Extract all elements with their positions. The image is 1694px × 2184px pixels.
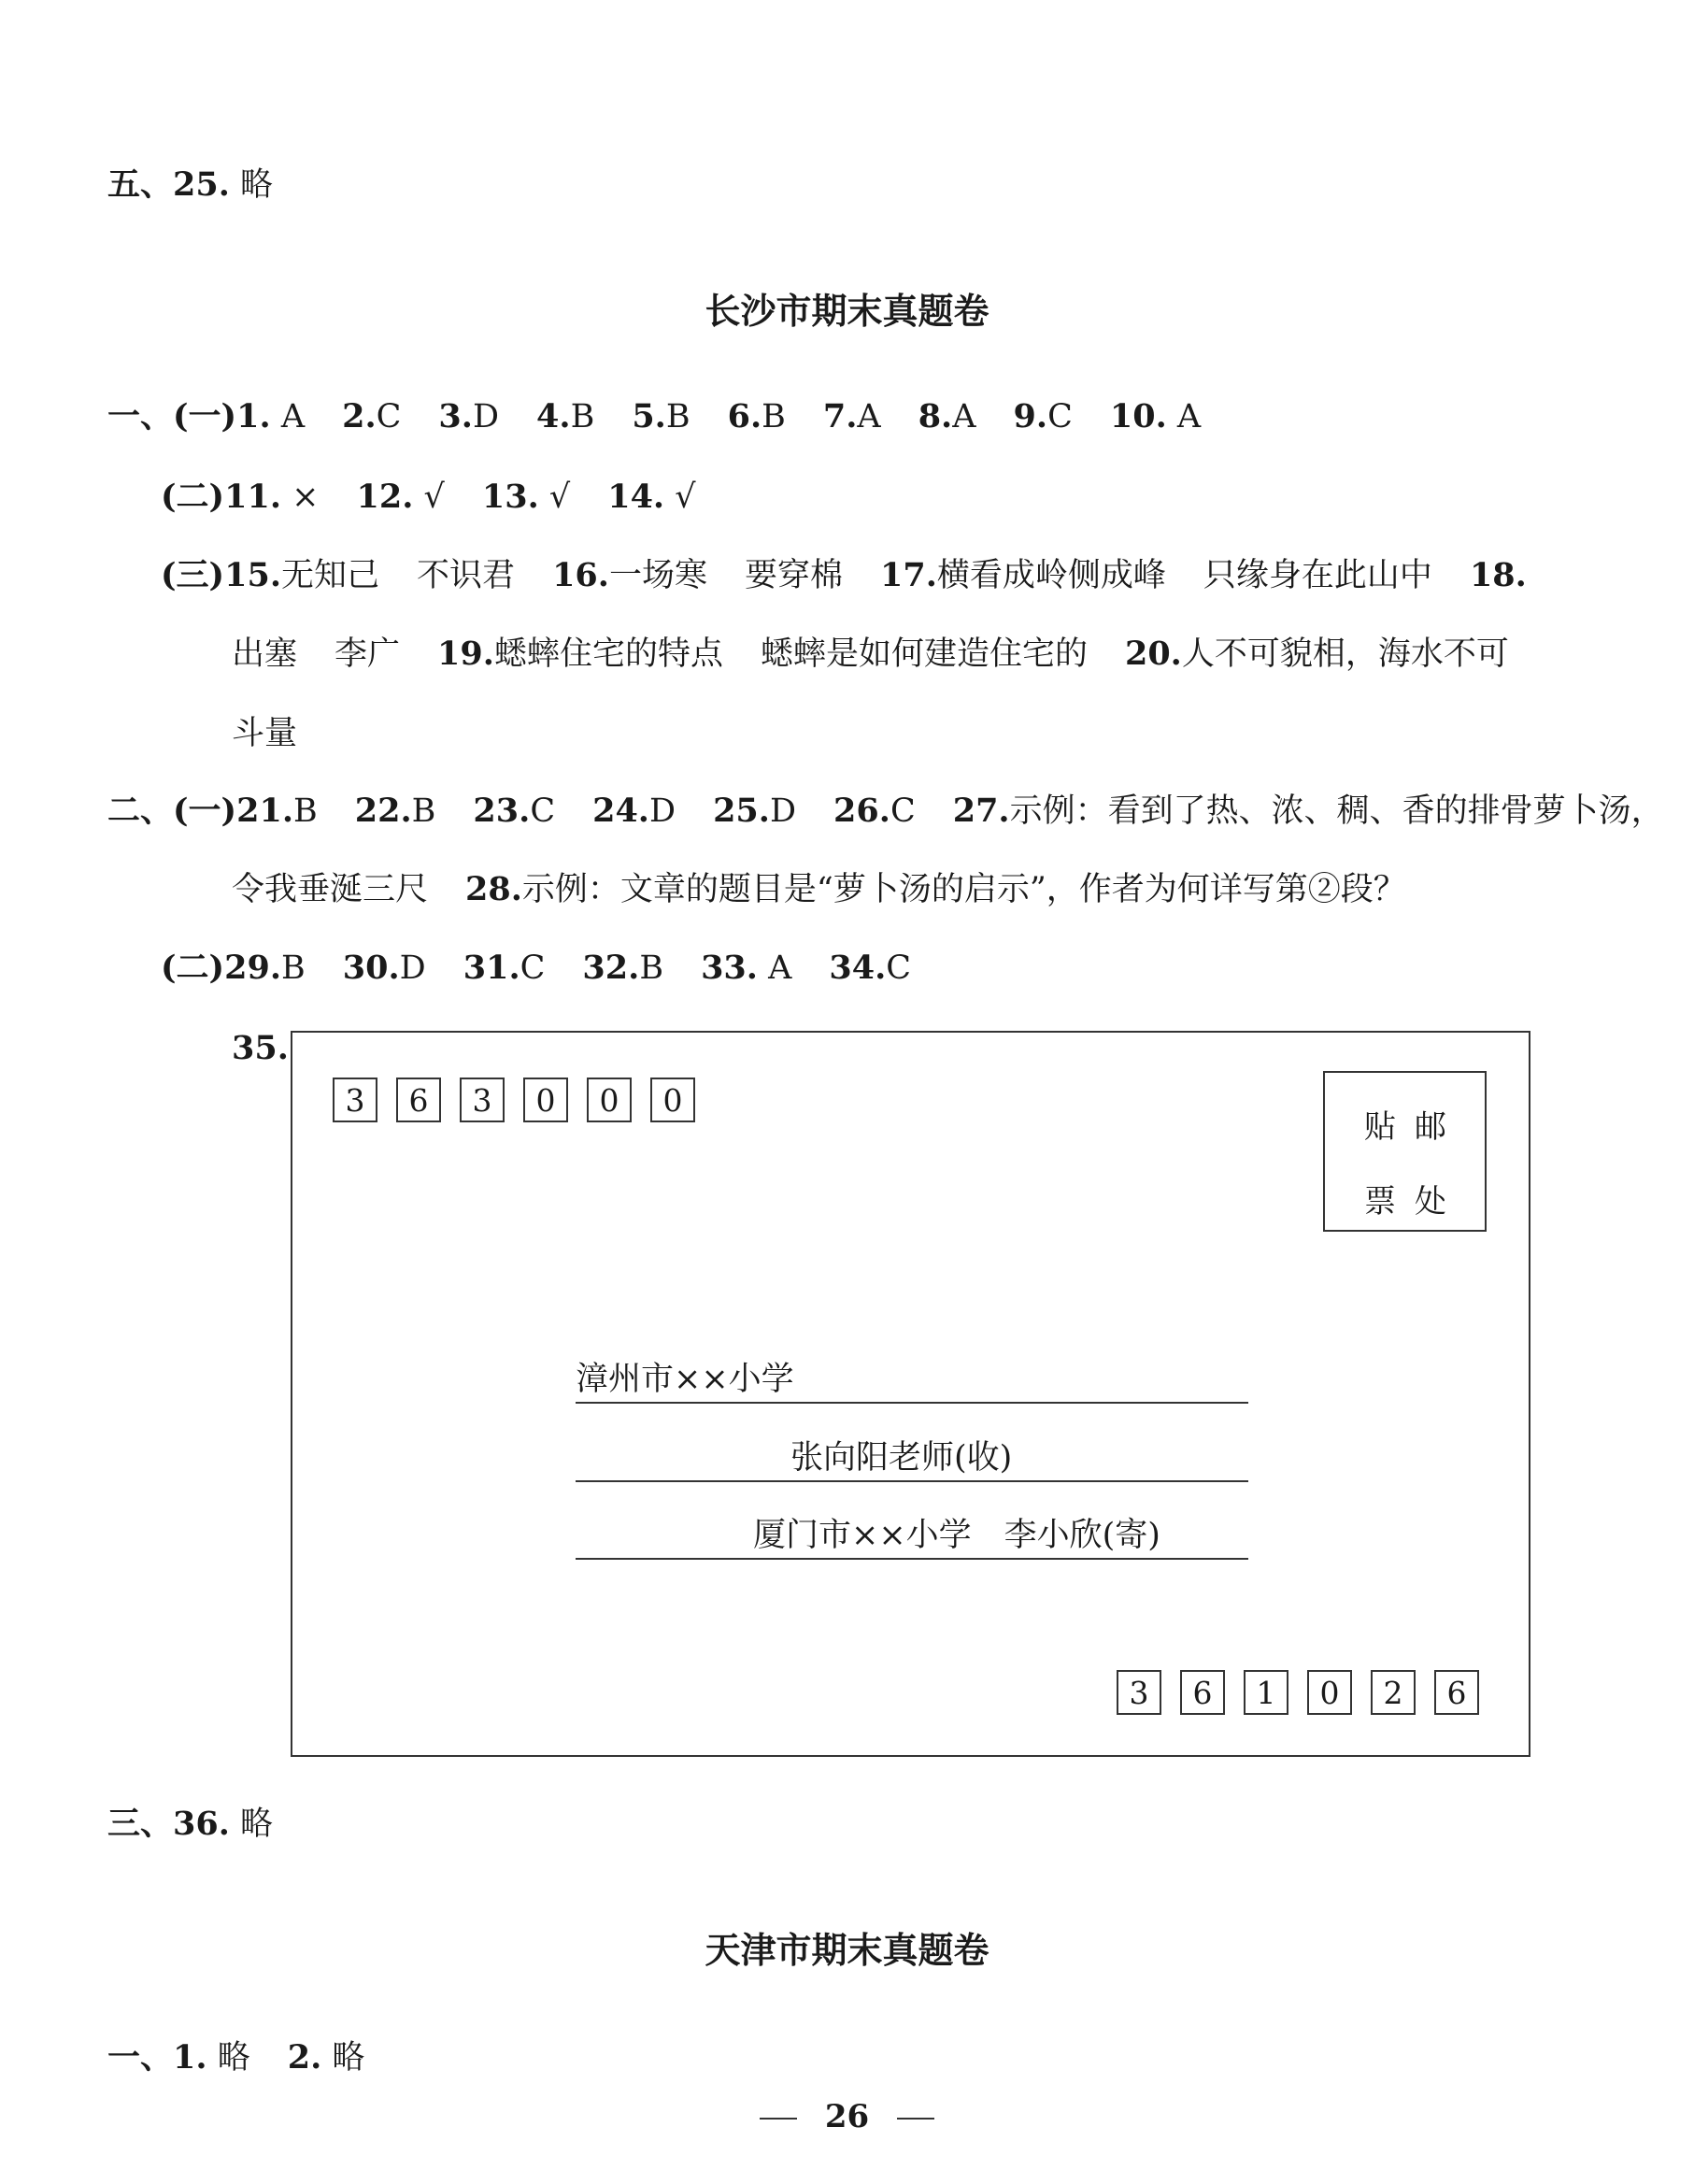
postcode-box: 3 [460, 1078, 505, 1122]
q-answer: B [411, 792, 436, 830]
stamp-char: 邮 [1415, 1108, 1446, 1146]
q-answer: √ [423, 478, 445, 516]
q-answer: A [280, 398, 306, 435]
q-number: 25. [713, 792, 770, 830]
sender-info: 厦门市××小学 李小欣(寄) [576, 1509, 1248, 1560]
q-answer: 要穿棉 [744, 557, 843, 594]
q-number: 7. [822, 397, 858, 435]
postcode-box: 2 [1371, 1670, 1416, 1715]
stamp-area [1323, 1071, 1487, 1232]
q-number: 5. [632, 397, 666, 435]
q-answer: D [472, 398, 500, 435]
part-lead: 二、(一) [107, 792, 237, 830]
q-answer: D [399, 949, 426, 987]
answer-row-11-14 [161, 480, 696, 514]
q-number: 19. [437, 635, 494, 673]
q-answer: 出塞 [232, 635, 298, 673]
q-answer: C [886, 949, 912, 987]
q-number: 16. [552, 556, 609, 594]
stamp-char: 贴 [1364, 1108, 1396, 1146]
section-three-line [107, 1807, 273, 1841]
q-answer: 无知己 [281, 557, 380, 594]
q-number: 17. [880, 556, 937, 594]
q-answer: C [890, 792, 916, 830]
postcode-box: 0 [523, 1078, 568, 1122]
q-answer: 令我垂涎三尺 [232, 871, 429, 908]
q-answer: 蟋蟀是如何建造住宅的 [760, 635, 1088, 673]
q-number: 4. [536, 397, 571, 435]
q-number: 22. [354, 792, 412, 830]
q-number: 30. [342, 949, 400, 987]
page-number [0, 2098, 1694, 2135]
q-number: 2. [342, 397, 377, 435]
answer-row-20-cont [232, 715, 298, 752]
sender-postcode [1117, 1670, 1479, 1715]
q-number: 28. [465, 870, 522, 908]
q-answer: B [762, 398, 786, 435]
q-number: 32. [582, 949, 640, 987]
part-lead: (二) [161, 478, 225, 516]
part-lead: 一、(一) [107, 397, 237, 435]
q-answer: D [649, 792, 676, 830]
q-number: 27. [952, 792, 1010, 830]
page-number-text: 26 [824, 2098, 870, 2135]
q-answer: 示例：文章的题目是“萝卜汤的启示”，作者为何详写第②段？ [521, 871, 1406, 908]
answer-row-18-20 [232, 637, 1509, 671]
q-number: 20. [1124, 635, 1182, 673]
q-answer: 斗量 [232, 715, 298, 752]
q-number: 6. [727, 397, 762, 435]
q-number: 33. [701, 949, 758, 987]
exam-title-changsha: 长沙市期末真题卷 [705, 291, 989, 332]
q-number: 26. [833, 792, 890, 830]
q-number: 31. [463, 949, 520, 987]
q-answer: B [639, 949, 664, 987]
postcode-box: 6 [396, 1078, 441, 1122]
answer-row-15-18 [161, 556, 1527, 594]
recipient-postcode [333, 1078, 695, 1122]
q-answer: 略 [332, 2039, 365, 2077]
q-number: 11. [224, 478, 282, 516]
q-answer: B [281, 949, 306, 987]
section-five-label: 五、25. [107, 165, 230, 204]
q-number: 24. [592, 792, 649, 830]
postcode-box: 0 [650, 1078, 695, 1122]
postcode-box: 0 [1307, 1670, 1352, 1715]
q-answer: 人不可貌相，海水不可 [1181, 635, 1509, 673]
q-number: 15. [224, 556, 282, 594]
q-answer: A [768, 949, 792, 987]
postcode-box: 3 [333, 1078, 377, 1122]
q-answer: 示例：看到了热、浓、稠、香的排骨萝卜汤， [1009, 792, 1664, 830]
q-answer: √ [675, 478, 696, 516]
section-three-label: 三、36. [107, 1805, 230, 1843]
q-answer: 横看成岭侧成峰 [936, 557, 1166, 594]
q-answer: C [1047, 398, 1073, 435]
q-answer: √ [548, 478, 571, 516]
q-number: 12. [356, 478, 414, 516]
part-lead: (二) [161, 949, 225, 987]
q35-number: 35. [232, 1029, 289, 1067]
section-five-answer: 略 [240, 166, 274, 204]
q-number: 3. [438, 397, 473, 435]
q-answer: 一场寒 [608, 557, 707, 594]
q-answer: B [570, 398, 595, 435]
postcode-box: 3 [1117, 1670, 1161, 1715]
q-answer: 略 [217, 2039, 250, 2077]
q-answer: A [952, 398, 976, 435]
q-answer: 只缘身在此山中 [1203, 557, 1432, 594]
q-number: 14. [607, 478, 665, 516]
q-number: 1. [173, 2038, 207, 2077]
q-answer: C [530, 792, 556, 830]
q-number: 29. [224, 949, 282, 987]
answer-row-27-28 [232, 870, 1406, 908]
postcode-box: 0 [587, 1078, 632, 1122]
q-answer: B [665, 398, 690, 435]
q-answer: D [769, 792, 797, 830]
q-number: 23. [473, 792, 531, 830]
tianjin-answer-row [107, 2038, 365, 2077]
part-lead: (三) [161, 556, 225, 594]
envelope [291, 1031, 1530, 1757]
q-number: 2. [287, 2038, 322, 2077]
q-number: 10. [1109, 397, 1167, 435]
q-number: 21. [236, 792, 294, 830]
answer-row-1-10 [107, 397, 1202, 435]
q-answer: × [292, 478, 320, 516]
postcode-box: 1 [1244, 1670, 1288, 1715]
section-three-answer: 略 [240, 1806, 274, 1843]
q-answer: 李广 [335, 635, 401, 673]
stamp-char: 票 [1364, 1183, 1396, 1220]
section-five-line [107, 165, 274, 204]
recipient-name: 张向阳老师(收) [576, 1432, 1248, 1482]
recipient-address: 漳州市××小学 [576, 1353, 1248, 1404]
postcode-box: 6 [1180, 1670, 1225, 1715]
q-number: 1. [236, 397, 271, 435]
q-number: 13. [481, 478, 539, 516]
q-answer: B [293, 792, 318, 830]
answer-row-21-27 [107, 794, 1664, 828]
part-lead: 一、 [107, 2038, 174, 2077]
q-answer: 不识君 [417, 557, 516, 594]
q-number: 18. [1469, 556, 1527, 594]
postcode-box: 6 [1434, 1670, 1479, 1715]
q-number: 9. [1013, 397, 1048, 435]
q-answer: 蟋蟀住宅的特点 [493, 635, 723, 673]
stamp-char: 处 [1415, 1183, 1446, 1220]
q-number: 34. [829, 949, 887, 987]
answer-row-29-34 [161, 951, 911, 985]
q-answer: A [857, 398, 881, 435]
exam-title-tianjin: 天津市期末真题卷 [705, 1930, 989, 1971]
q-answer: C [376, 398, 402, 435]
q-answer: C [520, 949, 546, 987]
q-number: 8. [918, 397, 953, 435]
q-answer: A [1176, 398, 1202, 435]
